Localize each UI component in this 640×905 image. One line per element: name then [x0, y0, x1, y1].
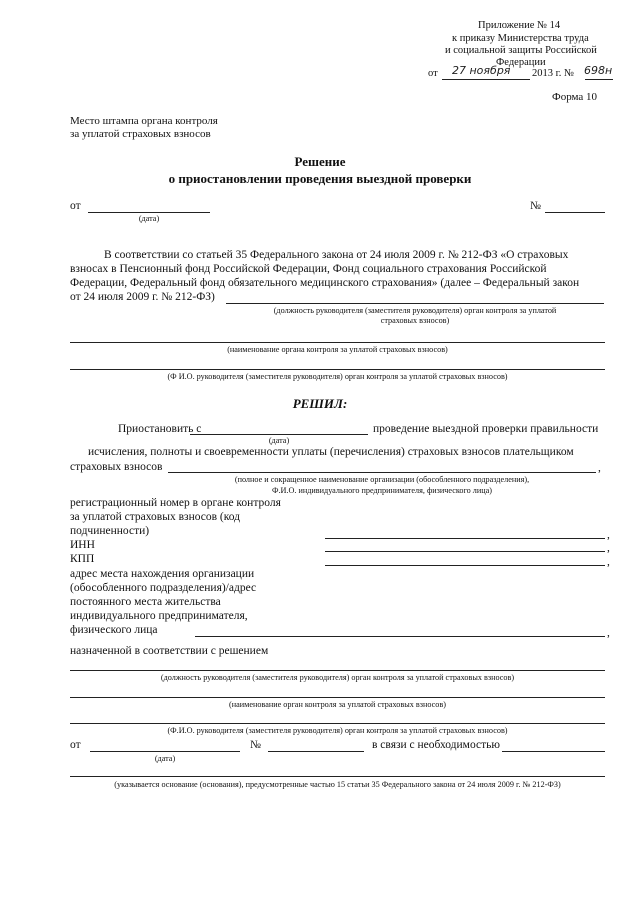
payer-line [168, 472, 596, 473]
appendix-year: 2013 г. № [532, 68, 575, 79]
head-name-line [70, 369, 605, 370]
appendix-number-line [585, 79, 613, 80]
appendix-order-line: к приказу Министерства труда [452, 33, 589, 44]
payer-caption-b: Ф.И.О. индивидуального предпринимателя, физического лица) [271, 486, 493, 495]
document-title: Решение [294, 154, 346, 169]
reg-label-line1: регистрационный номер в органе контроля [70, 497, 281, 509]
reg-comma: , [607, 529, 610, 541]
appointer-authority-line [70, 697, 605, 698]
appointer-authority-caption: (наименование орган контроля за уплатой страховых взносов) [229, 700, 446, 709]
number-prefix: № [530, 200, 541, 212]
authority-name-line [70, 342, 605, 343]
need-line [502, 751, 605, 752]
position-caption-a: (должность руководителя (заместителя руководителя) орган контроля за уплатой [273, 306, 557, 315]
check-line3: страховых взносов [70, 461, 163, 473]
inn-comma: , [607, 542, 610, 554]
decision-date-caption: (дата) [154, 754, 176, 763]
document-subtitle: о приостановлении проведения выездной проверки [168, 171, 472, 186]
appendix-number: Приложение № 14 [478, 20, 561, 31]
stamp-place-line2: за уплатой страховых взносов [70, 128, 211, 140]
appendix-date-handwritten: 27 ноября [452, 64, 511, 77]
appendix-federation-line: Федерации [496, 57, 546, 68]
payer-caption-a: (полное и сокращенное наименование организации (обособленного подразделения), [234, 475, 530, 484]
date-caption: (дата) [138, 214, 160, 223]
date-line [88, 212, 210, 213]
authority-name-caption: (наименование органа контроля за уплатой страховых взносов) [227, 345, 448, 354]
suspend-label: Приостановить с [118, 423, 202, 435]
reason-caption: (указывается основание (основания), предусмотренные частью 15 статьи 35 Федерального закона от 24 июля 2009 г. № 212-ФЗ) [114, 780, 561, 789]
number-line [545, 212, 605, 213]
inn-line [325, 551, 605, 552]
reason-line [70, 776, 605, 777]
address-label-line5: физического лица [70, 624, 158, 636]
appointed-label: назначенной в соответствии с решением [70, 645, 269, 657]
decided-heading: РЕШИЛ: [292, 396, 348, 411]
appendix-ministry-line: и социальной защиты Российской [445, 45, 597, 56]
suspend-date-line [190, 434, 368, 435]
suspend-date-caption: (дата) [268, 436, 290, 445]
appendix-date-line [442, 79, 530, 80]
decision-number-prefix: № [250, 739, 261, 751]
date-prefix: от [70, 200, 81, 212]
address-label-line4: индивидуального предпринимателя, [70, 610, 248, 622]
intro-line4: от 24 июля 2009 г. № 212-ФЗ) [70, 291, 215, 303]
stamp-place-line1: Место штампа органа контроля [70, 115, 218, 127]
decision-date-line [90, 751, 240, 752]
decision-number-line [268, 751, 364, 752]
need-label: в связи с необходимостью [372, 739, 500, 751]
intro-line3: Федерации, Федеральный фонд обязательного медицинского страхования» (далее – Федеральный закон [70, 277, 580, 289]
address-line [195, 636, 605, 637]
reg-number-line [325, 538, 605, 539]
reg-label-line3: подчиненности) [70, 525, 150, 537]
payer-comma: , [598, 462, 601, 474]
appointer-name-line [70, 723, 605, 724]
check-line2: исчисления, полноты и своевременности уплаты (перечисления) страховых взносов плательщиком [88, 446, 574, 458]
appendix-date-prefix: от [428, 68, 438, 79]
appendix-number-handwritten: 698н [584, 64, 613, 77]
address-label-line1: адрес места нахождения организации [70, 568, 255, 580]
appointer-position-caption: (должность руководителя (заместителя руководителя) орган контроля за уплатой страховых взносов) [160, 673, 515, 682]
intro-line2: взносах в Пенсионный фонд Российской Федерации, Фонд социального страхования Российской [70, 263, 547, 275]
form-number: Форма 10 [552, 91, 598, 103]
suspend-tail: проведение выездной проверки правильности [373, 423, 599, 435]
address-label-line3: постоянного места жительства [70, 596, 221, 608]
address-label-line2: (обособленного подразделения)/адрес [70, 582, 257, 594]
appointer-name-caption: (Ф.И.О. руководителя (заместителя руководителя) орган контроля за уплатой страховых взносов) [167, 726, 508, 735]
head-name-caption: (Ф И.О. руководителя (заместителя руководителя) орган контроля за уплатой страховых взносов) [167, 372, 508, 381]
appointer-position-line [70, 670, 605, 671]
intro-line1: В соответствии со статьей 35 Федерального закона от 24 июля 2009 г. № 212-ФЗ «О страховых [104, 249, 569, 261]
decision-date-prefix: от [70, 739, 81, 751]
address-comma: , [607, 627, 610, 639]
position-line [226, 303, 604, 304]
reg-label-line2: за уплатой страховых взносов (код [70, 511, 241, 523]
inn-label: ИНН [70, 539, 95, 551]
kpp-line [325, 565, 605, 566]
kpp-comma: , [607, 556, 610, 568]
kpp-label: КПП [70, 553, 95, 565]
position-caption-b: страховых взносов) [380, 316, 450, 325]
